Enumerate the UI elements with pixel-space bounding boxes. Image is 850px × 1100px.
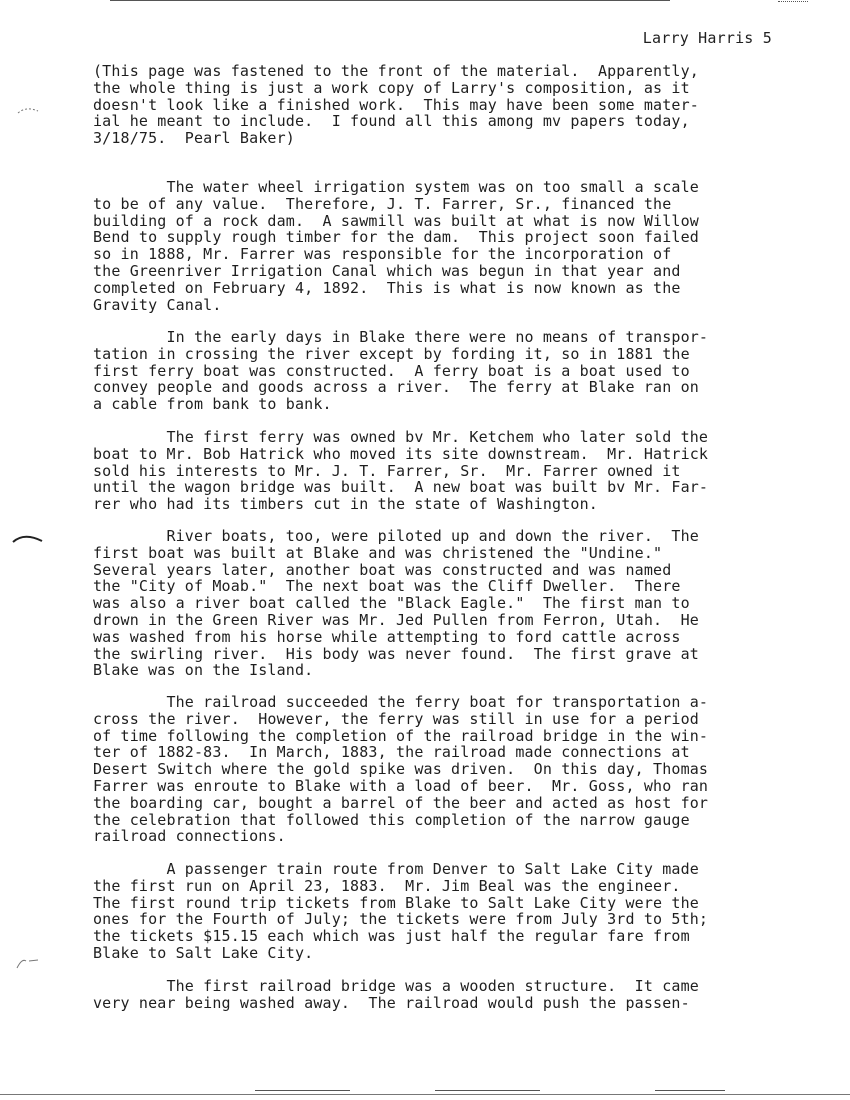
margin-mark-1 bbox=[16, 104, 40, 116]
text-line: The first railroad bridge was a wooden structure. It came bbox=[93, 977, 699, 995]
paragraph-river-boats bbox=[93, 528, 699, 679]
text-line: sold his interests to Mr. J. T. Farrer, Sr. Mr. Farrer owned it bbox=[93, 461, 681, 480]
text-line: a cable from bank to bank. bbox=[93, 395, 332, 414]
text-line: Farrer was enroute to Blake with a load of beer. Mr. Goss, who ran bbox=[93, 776, 709, 795]
text-line: The first ferry was owned bv Mr. Ketchem who later sold the bbox=[93, 428, 709, 446]
text-line: of time following the completion of the railroad bridge in the win- bbox=[93, 726, 709, 745]
text-line: the tickets $15.15 each which was just half the regular fare from bbox=[93, 927, 690, 946]
text-line: railroad connections. bbox=[93, 827, 286, 846]
text-line: tation in crossing the river except by fording it, so in 1881 the bbox=[93, 344, 690, 363]
text-line: Desert Switch where the gold spike was driven. On this day, Thomas bbox=[93, 760, 709, 779]
text-line: first ferry boat was constructed. A ferry boat is a boat used to bbox=[93, 361, 690, 380]
scan-artifact-top bbox=[110, 0, 670, 1]
paragraph-railroad-bridge bbox=[93, 978, 699, 1012]
text-line: ter of 1882-83. In March, 1883, the railroad made connections at bbox=[93, 743, 690, 762]
text-line: building of a rock dam. A sawmill was built at what is now Willow bbox=[93, 211, 699, 230]
paragraph-early-transport bbox=[93, 329, 708, 413]
text-line: Blake was on the Island. bbox=[93, 661, 314, 680]
paragraph-irrigation bbox=[93, 179, 699, 313]
text-line: cross the river. However, the ferry was still in use for a period bbox=[93, 709, 699, 728]
text-line: River boats, too, were piloted up and down the river. The bbox=[93, 527, 699, 545]
text-line: ial he meant to include. I found all this among mv papers today, bbox=[93, 112, 690, 131]
text-line: the Greenriver Irrigation Canal which was begun in that year and bbox=[93, 261, 681, 280]
text-line: completed on February 4, 1892. This is what is now known as the bbox=[93, 278, 681, 297]
text-line: Bend to supply rough timber for the dam. This project soon failed bbox=[93, 228, 699, 247]
text-line: until the wagon bridge was built. A new boat was built bv Mr. Far- bbox=[93, 478, 709, 497]
editor-note-paragraph bbox=[93, 63, 699, 147]
text-line: the first run on April 23, 1883. Mr. Jim Beal was the engineer. bbox=[93, 876, 681, 895]
text-line: so in 1888, Mr. Farrer was responsible for the incorporation of bbox=[93, 245, 672, 264]
text-line: The first round trip tickets from Blake to Salt Lake City were the bbox=[93, 893, 699, 912]
paragraph-railroad bbox=[93, 694, 708, 845]
text-line: doesn't look like a finished work. This may have been some mater- bbox=[93, 95, 699, 114]
text-line: drown in the Green River was Mr. Jed Pullen from Ferron, Utah. He bbox=[93, 610, 699, 629]
text-line: was washed from his horse while attempting to ford cattle across bbox=[93, 627, 681, 646]
text-line: was also a river boat called the "Black Eagle." The first man to bbox=[93, 594, 690, 613]
text-line: In the early days in Blake there were no means of transpor- bbox=[93, 328, 709, 346]
text-line: Several years later, another boat was constructed and was named bbox=[93, 560, 672, 579]
scan-artifact-bottom-dash bbox=[255, 1090, 350, 1091]
text-line: 3/18/75. Pearl Baker) bbox=[93, 129, 295, 148]
text-line: boat to Mr. Bob Hatrick who moved its site downstream. Mr. Hatrick bbox=[93, 444, 709, 463]
text-line: the boarding car, bought a barrel of the beer and acted as host for bbox=[93, 793, 709, 812]
text-line: the celebration that followed this completion of the narrow gauge bbox=[93, 810, 690, 829]
paragraph-first-ferry bbox=[93, 429, 708, 513]
text-line: rer who had its timbers cut in the state of Washington. bbox=[93, 495, 598, 514]
text-line: The railroad succeeded the ferry boat for transportation a- bbox=[93, 693, 709, 711]
margin-mark-3 bbox=[14, 955, 40, 971]
text-line: Blake to Salt Lake City. bbox=[93, 943, 314, 962]
scan-artifact-bottom bbox=[0, 1094, 850, 1095]
text-line: the "City of Moab." The next boat was the Cliff Dweller. There bbox=[93, 577, 681, 596]
margin-mark-2 bbox=[10, 532, 44, 546]
scan-artifact-bottom-dash bbox=[435, 1090, 540, 1091]
text-line: convey people and goods across a river. The ferry at Blake ran on bbox=[93, 378, 699, 397]
text-line: Gravity Canal. bbox=[93, 295, 222, 314]
text-line: The water wheel irrigation system was on too small a scale bbox=[93, 178, 699, 196]
text-line: to be of any value. Therefore, J. T. Farrer, Sr., financed the bbox=[93, 194, 672, 213]
text-line: A passenger train route from Denver to Salt Lake City made bbox=[93, 860, 699, 878]
text-line: very near being washed away. The railroad would push the passen- bbox=[93, 993, 690, 1012]
scan-artifact-top-right bbox=[778, 1, 808, 2]
paragraph-passenger-train bbox=[93, 861, 708, 962]
text-line: ones for the Fourth of July; the tickets were from July 3rd to 5th; bbox=[93, 910, 709, 929]
text-line: the whole thing is just a work copy of Larry's composition, as it bbox=[93, 78, 690, 97]
page-header: Larry Harris 5 bbox=[642, 29, 772, 47]
text-line: (This page was fastened to the front of the material. Apparently, bbox=[93, 62, 699, 80]
text-line: the swirling river. His body was never found. The first grave at bbox=[93, 644, 699, 663]
scan-artifact-bottom-dash bbox=[655, 1090, 725, 1091]
text-line: first boat was built at Blake and was christened the "Undine." bbox=[93, 543, 663, 562]
